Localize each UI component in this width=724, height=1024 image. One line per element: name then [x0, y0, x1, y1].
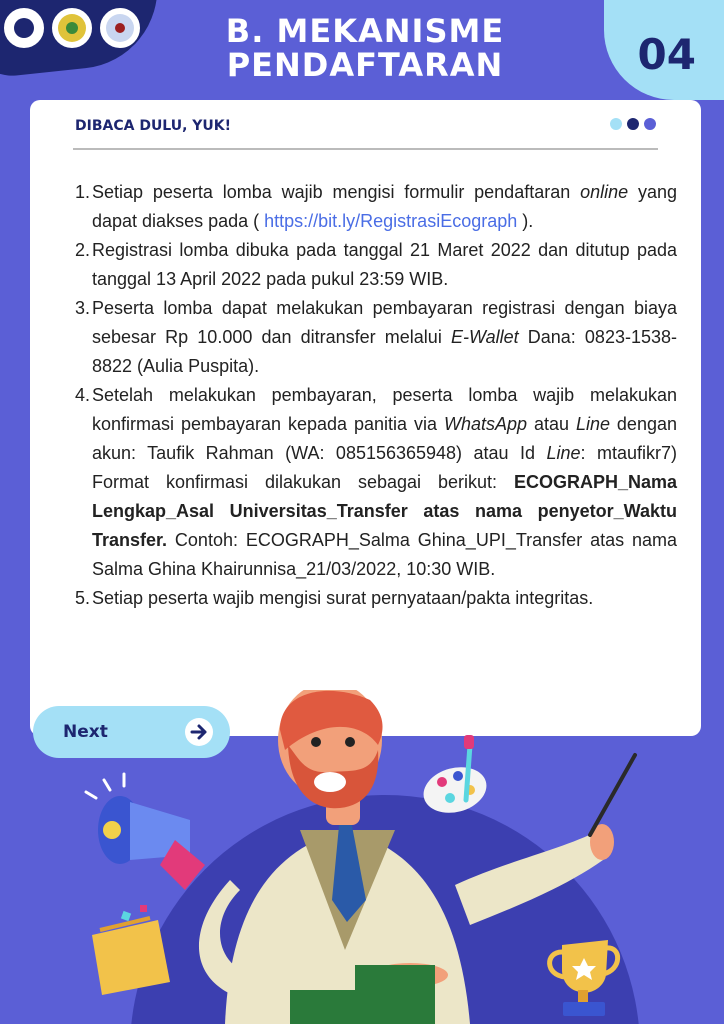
dots-decoration [610, 118, 656, 130]
rule-text [92, 236, 677, 294]
dot-purple [644, 118, 656, 130]
page-title [190, 14, 540, 82]
dot-navy [627, 118, 639, 130]
faculty-logo-icon [50, 6, 94, 50]
megaphone-icon [86, 774, 205, 890]
page-number: 04 [637, 30, 696, 79]
rule-text-part: Dana: 0823-1538-8822 (Aulia Puspita). [92, 327, 677, 376]
rule-text-part: dengan akun: Taufik Rahman (WA: 085156365948) atau Id [92, 414, 677, 463]
rule-text-part: online [580, 182, 629, 202]
rule-text-part: Setelah melakukan pembayaran, peserta lomba wajib melakukan konfirmasi pembayaran kepada panitia via [92, 385, 677, 434]
pointer-stick [590, 755, 635, 835]
rule-text-part: ECOGRAPH_Nama Lengkap_Asal Universitas_Transfer atas nama penyetor_Waktu Transfer. [92, 472, 677, 550]
rule-text-part: Line [575, 414, 610, 434]
rule-item [75, 294, 677, 381]
rule-text-part: : mtaufikr7) Format konfirmasi dilakukan sebagai berikut: [92, 443, 677, 492]
rule-item [75, 236, 677, 294]
rule-text-part: Setiap peserta wajib mengisi surat pernyataan/pakta integritas. [92, 588, 594, 608]
department-logo-icon [98, 6, 142, 50]
next-button-label: Next [63, 722, 108, 742]
rule-text-part: ). [517, 211, 534, 231]
rule-number: 2. [75, 240, 91, 260]
rule-number: 3. [75, 298, 91, 318]
rule-text [92, 584, 677, 613]
rule-number: 1. [75, 182, 91, 202]
rule-number: 4. [75, 385, 91, 405]
card-heading: DIBACA DULU, YUK! [75, 118, 232, 134]
rule-text-part: Registrasi lomba dibuka pada tanggal 21 Maret 2022 dan ditutup pada tanggal 13 April 2022 pada pukul 23:59 WIB. [92, 240, 677, 289]
registration-rules-list [75, 178, 677, 613]
content-card [30, 100, 701, 736]
rule-text [92, 381, 677, 584]
rule-text-part: E-Wallet [450, 327, 519, 347]
presenter-illustration [0, 690, 724, 1024]
rule-text-part: Line [546, 443, 581, 463]
university-logo-icon [2, 6, 46, 50]
rule-text-part: yang dapat diakses pada ( [92, 182, 677, 231]
rule-number: 5. [75, 588, 91, 608]
page-title-line2: PENDAFTARAN [226, 46, 504, 84]
rule-text [92, 294, 677, 381]
rule-item [75, 178, 677, 236]
logo-group [2, 6, 142, 50]
rule-item [75, 381, 677, 584]
rule-text [92, 178, 677, 236]
rule-text-part: Peserta lomba dapat melakukan pembayaran registrasi dengan biaya sebesar Rp 10.000 dan ditransfer melalui [92, 298, 677, 347]
folder-icon [92, 905, 170, 995]
rule-text-part: WhatsApp [443, 414, 527, 434]
rule-item [75, 584, 677, 613]
page-title-line1: B. MEKANISME [225, 12, 505, 50]
dot-light [610, 118, 622, 130]
card-divider [73, 148, 658, 150]
registration-link[interactable]: https://bit.ly/RegistrasiEcograph [264, 211, 518, 231]
rule-text-part: Setiap peserta lomba wajib mengisi formulir pendaftaran [92, 182, 581, 202]
rule-text-part: atau [527, 414, 576, 434]
rule-text-part: Contoh: ECOGRAPH_Salma Ghina_UPI_Transfer atas nama Salma Ghina Khairunnisa_21/03/2022, 10:30 WIB. [92, 530, 677, 579]
